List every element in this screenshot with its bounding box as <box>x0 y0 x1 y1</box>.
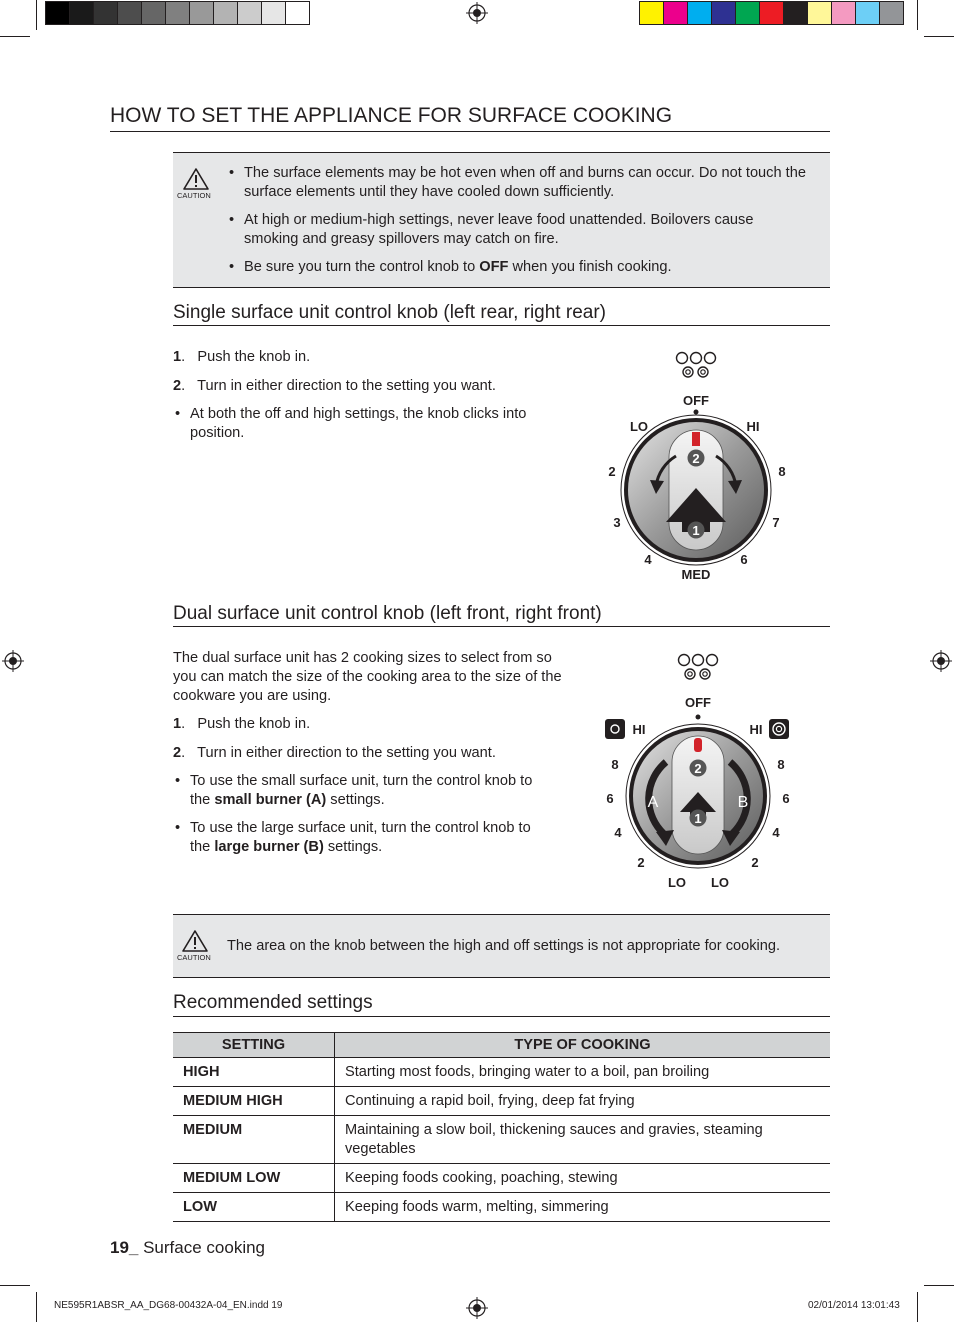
color-swatch <box>142 2 165 24</box>
step-2: 2. Turn in either direction to the setting you want. <box>173 745 496 761</box>
bullet-text: At both the off and high settings, the knob clicks into position. <box>190 406 527 441</box>
crop-mark <box>0 1285 30 1286</box>
label-off: OFF <box>683 393 709 408</box>
color-swatch <box>736 2 759 24</box>
caution-text: The surface elements may be hot even when off and burns can occur. Do not touch the surface elements until they have cooled down sufficiently. <box>244 165 806 200</box>
label-a: A <box>647 794 659 811</box>
step-number: 2 <box>173 745 182 761</box>
color-swatch <box>856 2 879 24</box>
step-text: Turn in either direction to the setting you want. <box>197 745 496 761</box>
color-swatch <box>760 2 783 24</box>
color-swatch <box>166 2 189 24</box>
label-3: 3 <box>613 515 621 530</box>
label-4-left: 4 <box>614 825 622 840</box>
label-4: 4 <box>644 552 652 567</box>
title-rule <box>110 131 830 132</box>
cooking-cell: Continuing a rapid boil, frying, deep fat frying <box>335 1087 831 1116</box>
setting-cell: MEDIUM LOW <box>173 1164 335 1193</box>
label-6: 6 <box>740 552 748 567</box>
bold-text: OFF <box>479 259 509 275</box>
text-part: settings. <box>326 792 385 808</box>
label-hi: HI <box>746 419 760 434</box>
label-8-left: 8 <box>611 757 619 772</box>
setting-cell: HIGH <box>173 1058 335 1087</box>
step-2: 2. Turn in either direction to the setting you want. <box>173 378 496 394</box>
column-header-setting: SETTING <box>173 1033 335 1058</box>
bullet-item <box>175 772 555 810</box>
color-swatch <box>832 2 855 24</box>
caution-label: CAUTION <box>177 191 211 200</box>
section-heading-single: Single surface unit control knob (left rear, right rear) <box>173 302 606 323</box>
step-text: Push the knob in. <box>197 349 311 365</box>
step-number: 1 <box>173 716 182 732</box>
bullet-dot: • <box>175 406 181 422</box>
page-title: HOW TO SET THE APPLIANCE FOR SURFACE COOKING <box>110 104 673 127</box>
crop-mark <box>917 1292 918 1322</box>
label-lo: LO <box>629 419 649 434</box>
section-rule <box>173 325 830 326</box>
color-swatch <box>640 2 663 24</box>
cooking-cell: Keeping foods warm, melting, simmering <box>335 1193 831 1222</box>
caution-text: The area on the knob between the high and off settings is not appropriate for cooking. <box>227 938 781 954</box>
knob-pointer <box>694 738 702 752</box>
label-lo-left: LO <box>667 875 687 890</box>
crop-mark <box>36 1292 37 1322</box>
label-hi-left: HI <box>632 722 646 737</box>
label-6-right: 6 <box>782 791 790 806</box>
caution-bullet <box>229 211 809 249</box>
dual-knob-diagram <box>596 648 800 894</box>
page-footer <box>110 1238 265 1258</box>
bullet-dot: • <box>229 212 235 228</box>
label-7: 7 <box>772 515 780 530</box>
burner-indicator-icon <box>679 655 718 680</box>
bullet-dot: • <box>175 820 181 836</box>
color-swatch <box>190 2 213 24</box>
color-swatch <box>880 2 903 24</box>
color-swatch <box>664 2 687 24</box>
label-4-right: 4 <box>772 825 780 840</box>
crop-mark <box>924 36 954 37</box>
color-swatch <box>712 2 735 24</box>
registration-mark-icon <box>930 650 952 672</box>
recommended-settings-table <box>173 1032 830 1222</box>
single-knob-diagram <box>596 346 796 586</box>
setting-cell: MEDIUM <box>173 1116 335 1164</box>
color-swatch <box>46 2 69 24</box>
table-row <box>173 1058 830 1087</box>
color-swatch <box>70 2 93 24</box>
registration-mark-icon <box>466 1297 488 1319</box>
caution-text: At high or medium-high settings, never leave food unattended. Boilovers cause smoking and greasy spillovers may catch on fire. <box>244 212 754 247</box>
caution-icon <box>181 167 211 191</box>
bold-text: large burner (B) <box>214 839 324 855</box>
footer-section: Surface cooking <box>138 1238 266 1257</box>
text-part: settings. <box>323 839 383 855</box>
caution-bullet <box>229 164 809 202</box>
bullet-item <box>175 405 555 443</box>
dual-intro: The dual surface unit has 2 cooking sizes to select from so you can match the size of the cooking area to the size of the cookware you are using. <box>173 650 562 704</box>
table-header-row <box>173 1033 830 1058</box>
setting-cell: LOW <box>173 1193 335 1222</box>
label-6-left: 6 <box>606 791 614 806</box>
color-swatch <box>238 2 261 24</box>
caution-text <box>244 258 809 277</box>
label-lo-right: LO <box>710 875 730 890</box>
bullet-dot: • <box>229 259 235 275</box>
bullet-dot: • <box>229 165 235 181</box>
color-swatch <box>286 2 309 24</box>
color-swatch <box>262 2 285 24</box>
section-rule <box>173 1016 830 1017</box>
caution-icon <box>180 929 210 953</box>
text-part: To use the large surface unit, turn the control knob to the <box>190 820 531 855</box>
table-row <box>173 1164 830 1193</box>
label-8: 8 <box>778 464 786 479</box>
setting-cell: MEDIUM HIGH <box>173 1087 335 1116</box>
text-part: To use the small surface unit, turn the control knob to the <box>190 773 533 808</box>
section-rule <box>173 626 830 627</box>
registration-mark-icon <box>2 650 24 672</box>
step-text: Turn in either direction to the setting you want. <box>197 378 496 394</box>
small-burner-icon <box>605 719 625 739</box>
caution-label: CAUTION <box>177 953 211 962</box>
label-2: 2 <box>608 464 616 479</box>
registration-mark-icon <box>466 2 488 24</box>
bullet-text <box>190 819 555 857</box>
badge-1-label: 1 <box>692 523 700 538</box>
color-swatch <box>784 2 807 24</box>
label-8-right: 8 <box>777 757 785 772</box>
slug-file: NE595R1ABSR_AA_DG68-00432A-04_EN.indd 19 <box>54 1300 283 1311</box>
bullet-item <box>175 819 555 857</box>
text-part: when you finish cooking. <box>508 259 672 275</box>
burner-indicator-icon <box>677 353 716 378</box>
section-heading-recommended: Recommended settings <box>173 992 373 1013</box>
large-burner-icon <box>769 719 789 739</box>
table-row <box>173 1193 830 1222</box>
label-2-left: 2 <box>637 855 645 870</box>
cooking-cell: Maintaining a slow boil, thickening sauces and gravies, steaming vegetables <box>335 1116 831 1164</box>
off-dot <box>694 410 699 415</box>
label-hi-right: HI <box>749 722 763 737</box>
table-row <box>173 1116 830 1164</box>
step-text: Push the knob in. <box>197 716 311 732</box>
column-header-type: TYPE OF COOKING <box>335 1033 831 1058</box>
off-dot <box>696 715 701 720</box>
bullet-text <box>190 772 555 810</box>
bullet-dot: • <box>175 773 181 789</box>
caution-bullet <box>229 258 809 277</box>
crop-mark <box>924 1285 954 1286</box>
text-part: Be sure you turn the control knob to <box>244 259 480 275</box>
step-1: 1. Push the knob in. <box>173 349 311 365</box>
section-heading-dual: Dual surface unit control knob (left front, right front) <box>173 603 602 624</box>
step-1: 1. Push the knob in. <box>173 716 311 732</box>
color-swatch <box>214 2 237 24</box>
knob-pointer <box>692 432 700 446</box>
crop-mark <box>917 0 918 30</box>
label-b: B <box>737 794 749 811</box>
badge-2-label: 2 <box>694 761 702 776</box>
badge-1-label: 1 <box>694 811 702 826</box>
cooking-cell: Starting most foods, bringing water to a boil, pan broiling <box>335 1058 831 1087</box>
table-row <box>173 1087 830 1116</box>
bold-text: small burner (A) <box>214 792 327 808</box>
badge-2-label: 2 <box>692 451 700 466</box>
crop-mark <box>36 0 37 30</box>
label-2-right: 2 <box>751 855 759 870</box>
cooking-cell: Keeping foods cooking, poaching, stewing <box>335 1164 831 1193</box>
color-swatch <box>118 2 141 24</box>
color-swatch <box>808 2 831 24</box>
slug-date: 02/01/2014 13:01:43 <box>808 1300 900 1311</box>
step-number: 1 <box>173 349 182 365</box>
page-number: 19_ <box>110 1238 139 1257</box>
label-off: OFF <box>685 695 711 710</box>
step-number: 2 <box>173 378 182 394</box>
label-med: MED <box>681 567 711 582</box>
crop-mark <box>0 36 30 37</box>
color-swatch <box>94 2 117 24</box>
color-swatch <box>688 2 711 24</box>
